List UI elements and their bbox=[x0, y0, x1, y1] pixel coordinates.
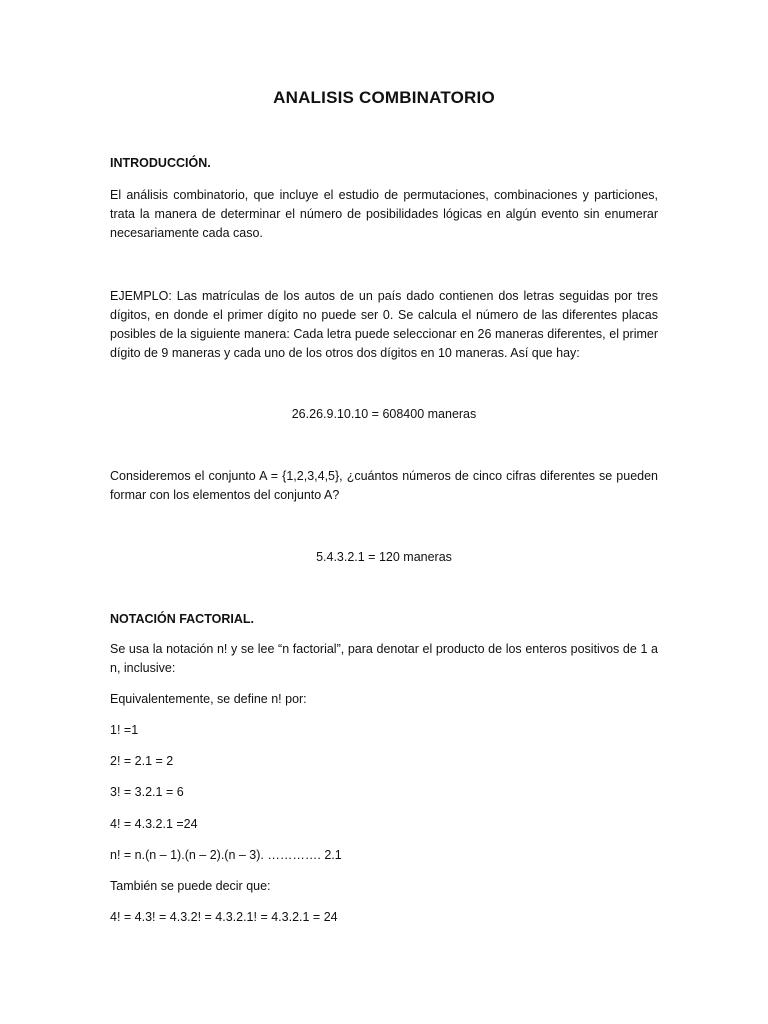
set-question: Consideremos el conjunto A = {1,2,3,4,5}, ¿cuántos números de cinco cifras diferentes se pueden formar con los elementos del conjunto A? bbox=[110, 469, 658, 502]
factorial-4: 4! = 4.3.2.1 =24 bbox=[110, 817, 198, 831]
factorial-3: 3! = 3.2.1 = 6 bbox=[110, 785, 184, 799]
set-result: 5.4.3.2.1 = 120 maneras bbox=[316, 550, 452, 564]
also-can-say-line: También se puede decir que: bbox=[110, 879, 271, 893]
factorial-heading: NOTACIÓN FACTORIAL. bbox=[110, 612, 254, 626]
factorial-4-expanded: 4! = 4.3! = 4.3.2! = 4.3.2.1! = 4.3.2.1 = 24 bbox=[110, 910, 338, 924]
factorial-1: 1! =1 bbox=[110, 723, 139, 737]
factorial-paragraph: Se usa la notación n! y se lee “n factorial”, para denotar el producto de los enteros positivos de 1 a n, inclusive: bbox=[110, 642, 658, 675]
document-title: ANALISIS COMBINATORIO bbox=[273, 88, 495, 107]
equivalently-line: Equivalentemente, se define n! por: bbox=[110, 692, 307, 706]
factorial-n: n! = n.(n – 1).(n – 2).(n – 3). …………. 2.1 bbox=[110, 848, 342, 862]
intro-heading: INTRODUCCIÓN. bbox=[110, 156, 211, 170]
example-result: 26.26.9.10.10 = 608400 maneras bbox=[291, 407, 477, 421]
example-paragraph: EJEMPLO: Las matrículas de los autos de un país dado contienen dos letras seguidas por tres dígitos, en donde el primer dígito no puede ser 0. Se calcula el número de las diferentes placas posibles de la siguiente manera: Cada letra puede seleccionar en 26 maneras diferentes, el primer dígito de 9 maneras y cada uno de los otros dos dígitos en 10 maneras. Así que hay: bbox=[110, 289, 658, 360]
factorial-2: 2! = 2.1 = 2 bbox=[110, 754, 174, 768]
intro-paragraph: El análisis combinatorio, que incluye el estudio de permutaciones, combinaciones y particiones, trata la manera de determinar el número de posibilidades lógicas en algún evento sin enumerar necesariamente cada caso. bbox=[110, 188, 658, 240]
